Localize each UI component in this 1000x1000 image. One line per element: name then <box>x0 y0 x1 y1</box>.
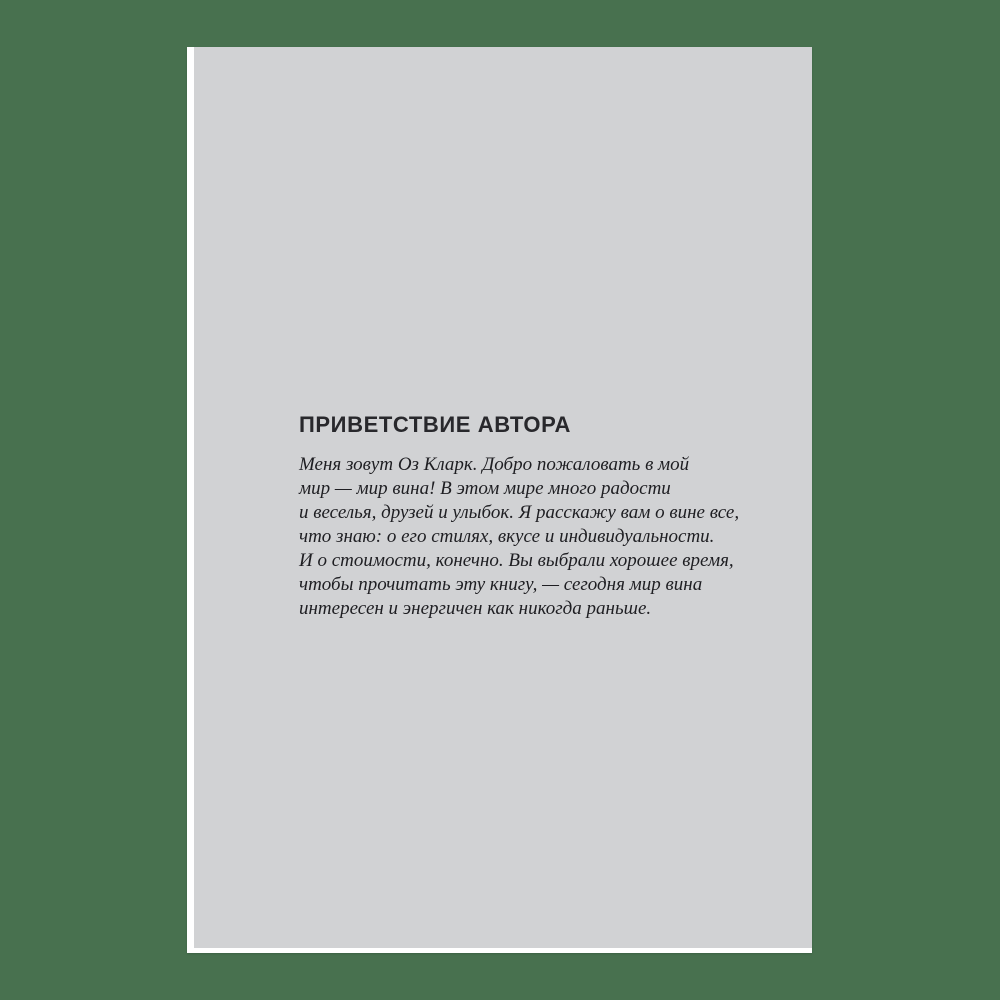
body-line: Меня зовут Оз Кларк. Добро пожаловать в мой <box>299 454 690 475</box>
body-line: и веселья, друзей и улыбок. Я расскажу вам о вине все, <box>299 502 740 523</box>
book-page <box>194 47 812 948</box>
body-line: что знаю: о его стилях, вкусе и индивидуальности. <box>299 526 715 547</box>
body-paragraph <box>299 453 740 621</box>
paper-edge <box>187 47 812 953</box>
page-content <box>299 412 740 621</box>
body-line: чтобы прочитать эту книгу, — сегодня мир вина <box>299 574 703 595</box>
body-line: И о стоимости, конечно. Вы выбрали хорошее время, <box>299 550 734 571</box>
page-heading: ПРИВЕТСТВИЕ АВТОРА <box>299 412 571 437</box>
body-line: интересен и энергичен как никогда раньше. <box>299 598 652 619</box>
body-line: мир — мир вина! В этом мире много радости <box>299 478 671 499</box>
